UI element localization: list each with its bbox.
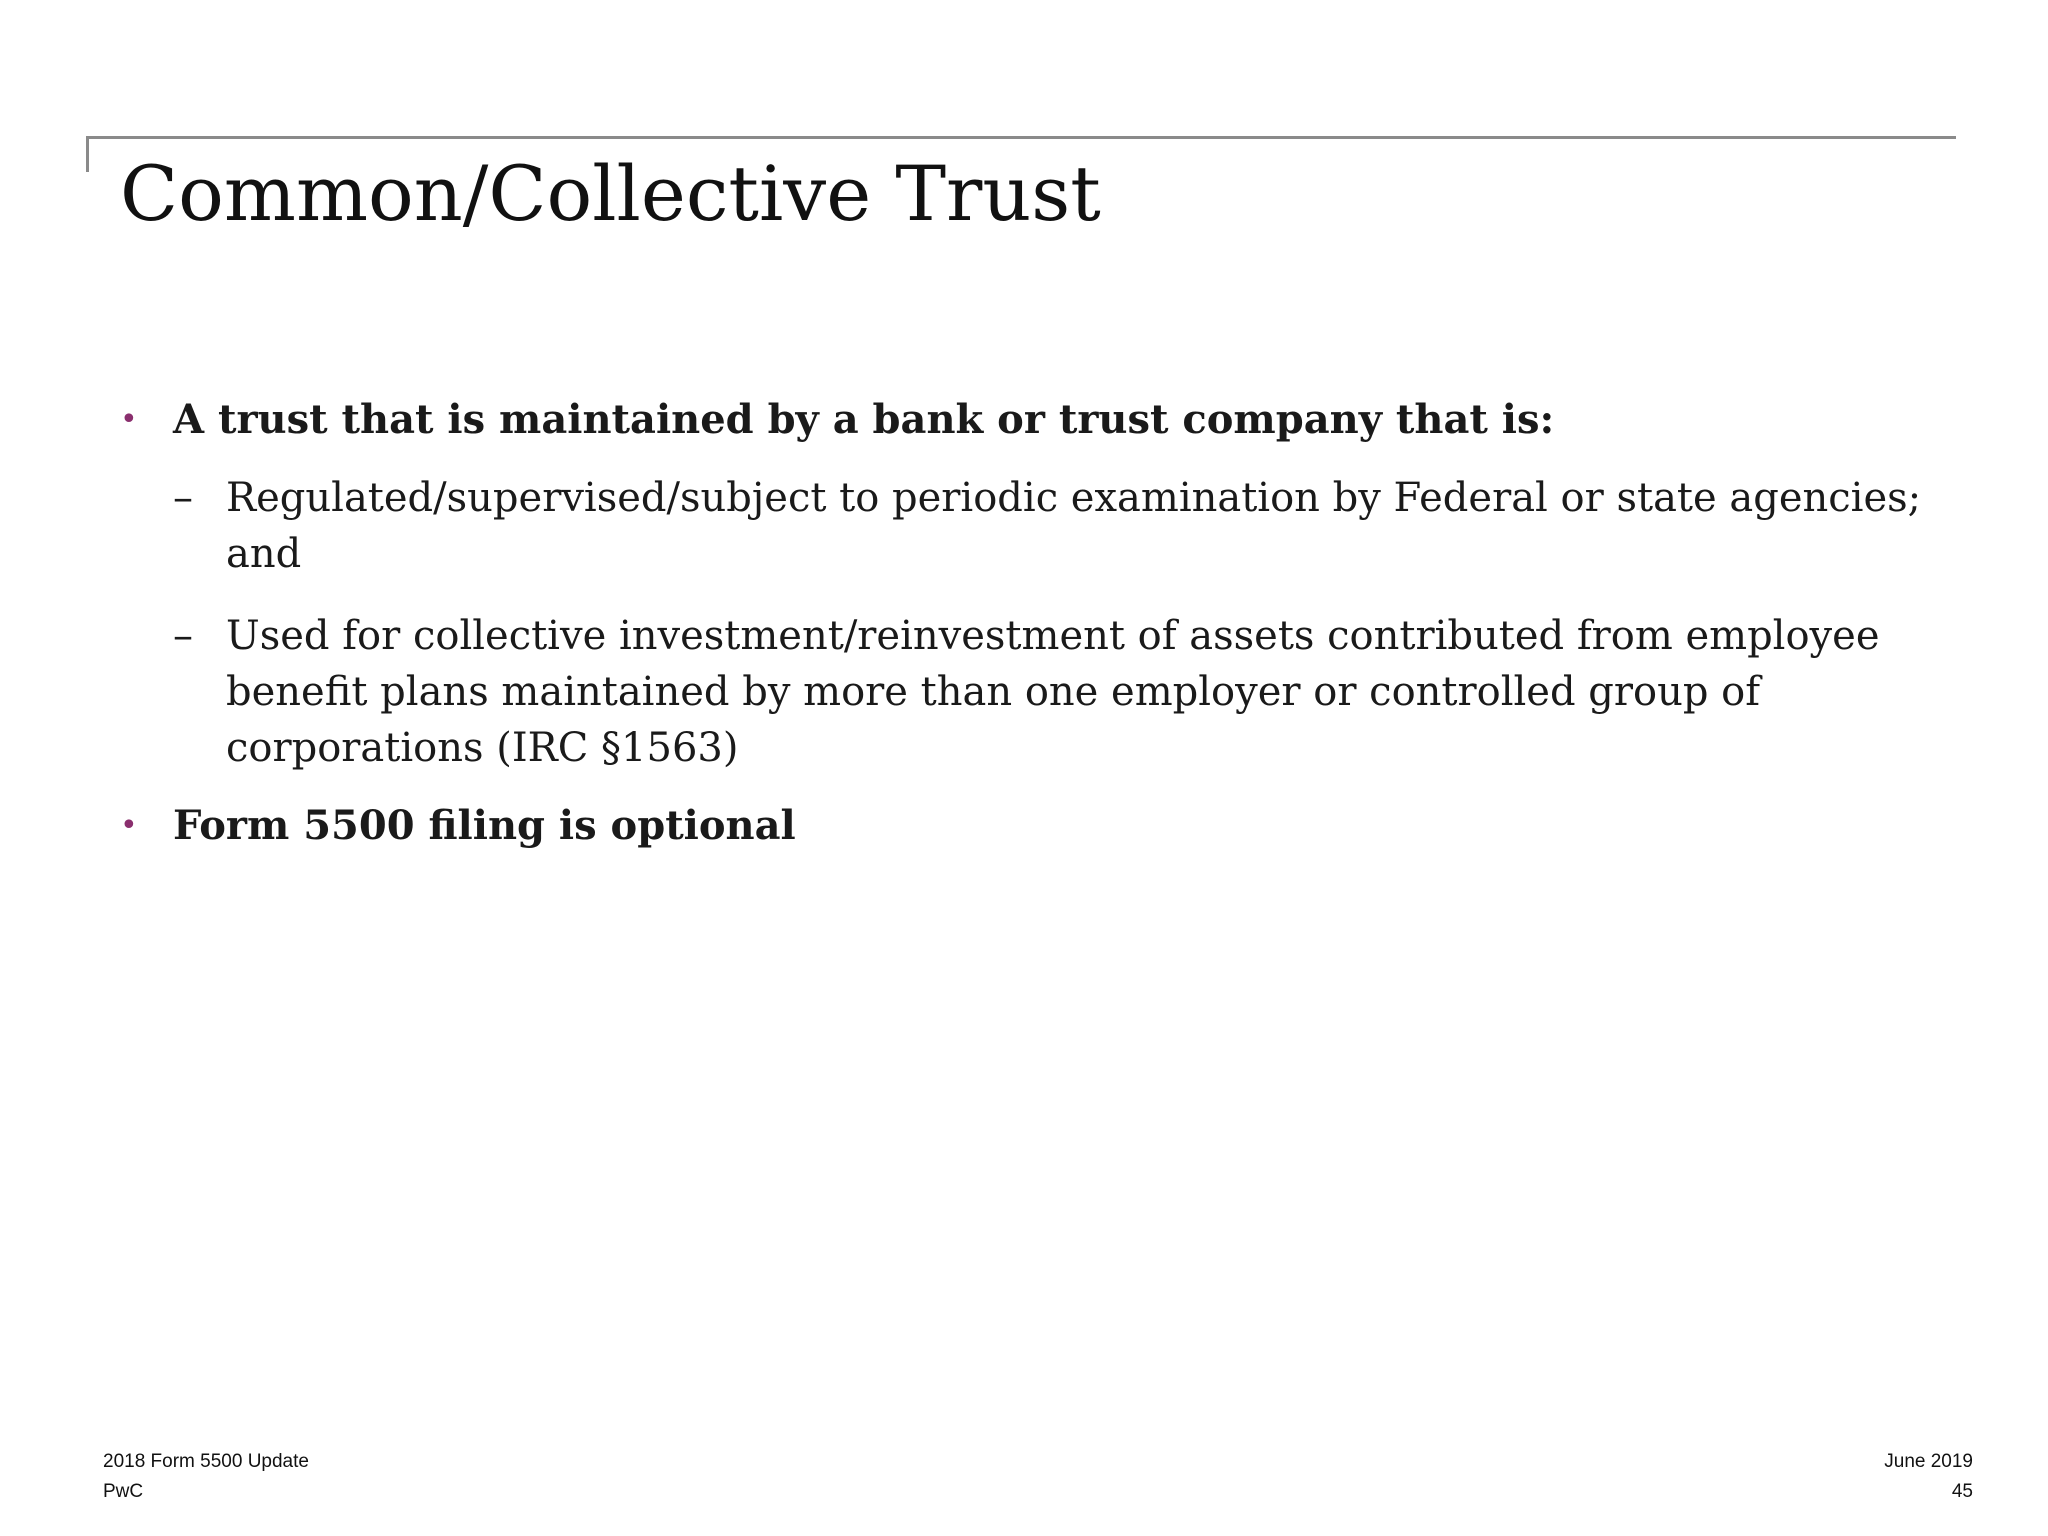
sub-bullet-item (173, 608, 1940, 776)
slide-title: Common/Collective Trust (120, 149, 1101, 238)
sub-bullet-text: Regulated/supervised/subject to periodic examination by Federal or state agencies; and (226, 475, 1922, 577)
bullet-text: Form 5500 filing is optional (173, 802, 796, 849)
title-rule-top (86, 136, 1956, 139)
slide-content (120, 392, 1940, 854)
dash-marker: – (173, 613, 193, 659)
bullet-text: A trust that is maintained by a bank or trust company that is: (173, 396, 1555, 443)
bullet-item (120, 392, 1940, 448)
bullet-marker: • (120, 402, 138, 437)
sub-bullet-text: Used for collective investment/reinvestment of assets contributed from employee benefit plans maintained by more than one employer or controlled group of corporations (IRC §1563) (226, 613, 1880, 771)
footer-page-number: 45 (1951, 1481, 1973, 1502)
bullet-marker: • (120, 808, 138, 843)
footer-presentation-title: 2018 Form 5500 Update (103, 1451, 309, 1472)
footer-date: June 2019 (1884, 1451, 1973, 1472)
dash-marker: – (173, 475, 193, 521)
bullet-item (120, 798, 1940, 854)
footer-company: PwC (103, 1481, 144, 1502)
title-rule-corner (86, 136, 89, 172)
sub-bullet-item (173, 470, 1940, 582)
